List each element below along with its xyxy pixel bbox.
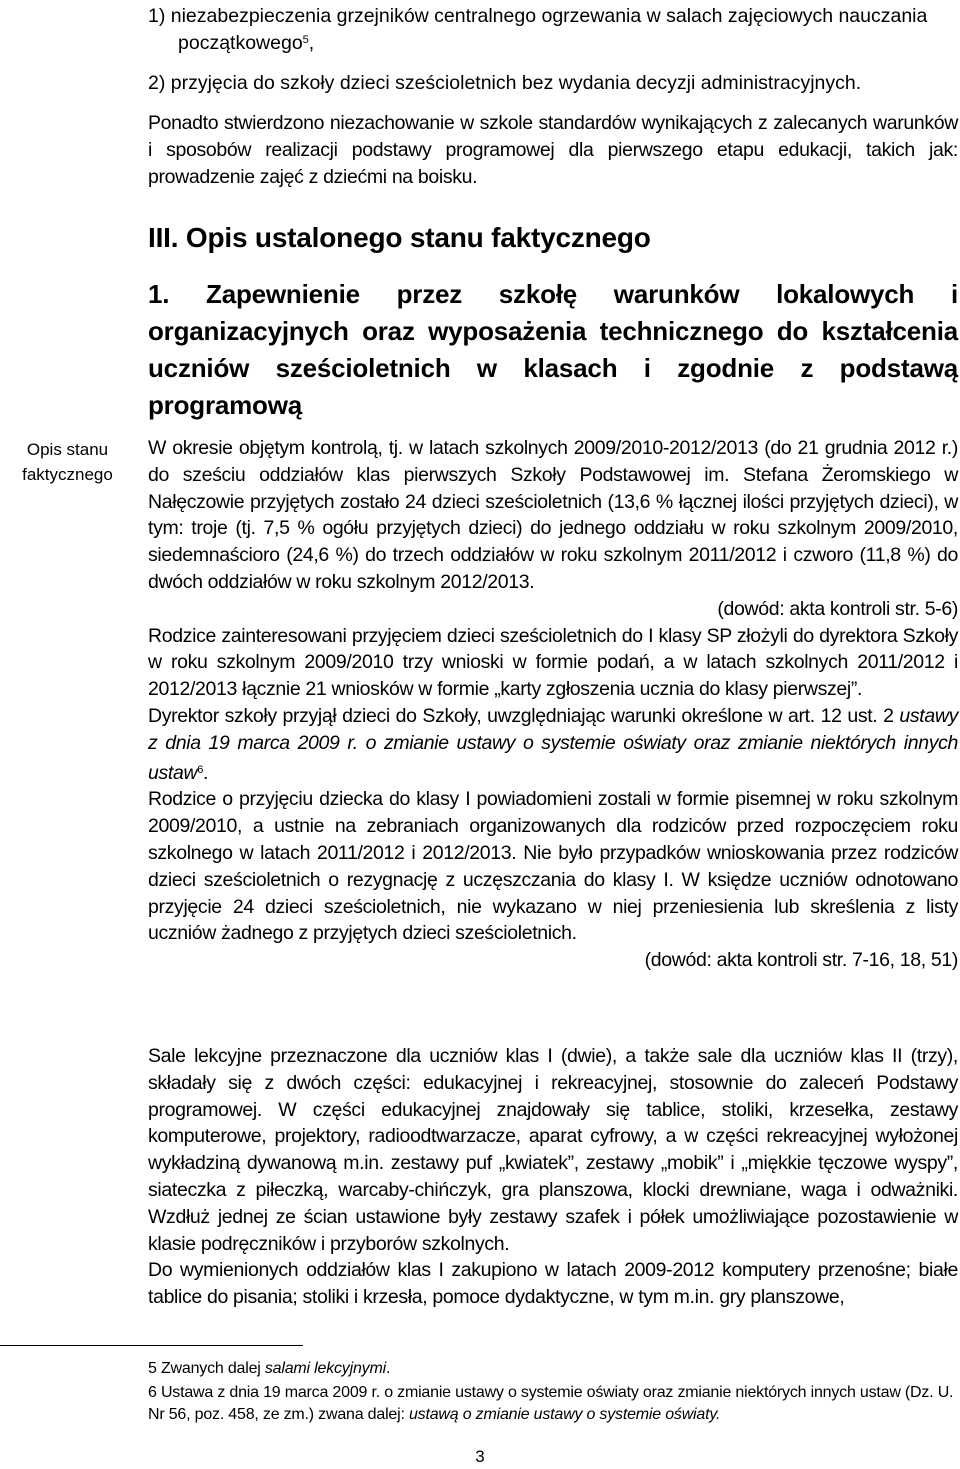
section-title: III. Opis ustalonego stanu faktycznego [148, 222, 651, 253]
footnote-5: 5 Zwanych dalej salami lekcyjnymi. [148, 1360, 391, 1377]
paragraph-director: Dyrektor szkoły przyjął dzieci do Szkoły, uwzględniając warunki określone w art. 12 ust. 2 ustawy z dnia 19 marca 2009 r. o zmianie ustawy o systemie oświaty oraz zmianie niektórych innych ustaw$^6$. [148, 704, 958, 784]
footnote-6: 6 Ustawa z dnia 19 marca 2009 r. o zmianie ustawy o systemie oświaty oraz zmianie niektórych innych ustaw (Dz. U. Nr 56, poz. 458, ze zm.) zwana dalej: ustawą o zmianie ustawy o systemie oświaty. [148, 1384, 954, 1423]
paragraph-notification: Rodzice o przyjęciu dziecka do klasy I powiadomieni zostali w formie pisemnej w roku szkolnym 2009/2010, a ustnie na zebraniach organizowanych dla rodziców przed rozpoczęciem roku szkolnego w latach 2011/2012 i 2012/2013. Nie było przypadków wnioskowania przez rodziców dzieci sześcioletnich o rezygnację z uczęszczania do klasy I. W księdze uczniów odnotowano przyjęcie 24 dzieci sześcioletnich, nie wykazano w niej przeniesienia lub skreślenia z listy uczniów żadnego z przyjętych dzieci sześcioletnich. [148, 788, 958, 945]
paragraph-purchases: Do wymienionych oddziałów klas I zakupiono w latach 2009-2012 komputery przenośne; białe tablice do pisania; stoliki i krzesła, pomoce dydaktyczne, w tym m.in. gry planszowe, [148, 1259, 958, 1309]
section-subtitle: 1. Zapewnienie przez szkołę warunków lokalowych i organizacyjnych oraz wyposażenia technicznego do kształcenia uczniów sześcioletnich w klasach i zgodnie z podstawą programową [148, 279, 958, 420]
evidence-note-2: (dowód: akta kontroli str. 7-16, 18, 51) [644, 949, 958, 972]
footnote-ref-5: 5 [302, 34, 309, 46]
footnote-ref-6: 6 [197, 763, 203, 776]
footnote-separator [0, 1345, 303, 1346]
list-item-1-line2: początkowego$^5$, [178, 32, 315, 54]
body-block-2 [148, 1043, 958, 1311]
list-item-2: 2) przyjęcia do szkoły dzieci sześcioletnich bez wydania decyzji administracyjnych. [148, 72, 862, 94]
page-number: 3 [475, 1447, 485, 1466]
paragraph-classrooms: Sale lekcyjne przeznaczone dla uczniów klas I (dwie), a także sale dla uczniów klas II (trzy), składały się z dwóch części: edukacyjnej i rekreacyjnej, stosownie do zaleceń Podstawy programowej. W części edukacyjnej znajdowały się tablice, stoliki, krzesełka, zestawy komputerowe, projektory, radioodtwarzacze, aparat cyfrowy, a w części rekreacyjnej wyłożonej wykładziną dywanową m.in. zestawy puf „kwiatek”, zestawy „mobik” i „miękkie tęczowe wyspy”, siateczka z piłeczką, warcaby-chińczyk, gra planszowa, klocki drewniane, waga i odważniki. Wzdłuż jednej ze ścian ustawione były zestawy szafek i półek umożliwiające pozostawienie w klasie podręczników i przyborów szkolnych. [148, 1045, 958, 1255]
sidebar-label: Opis stanu faktycznego [22, 440, 113, 484]
paragraph-admissions: W okresie objętym kontrolą, tj. w latach szkolnych 2009/2010-2012/2013 (do 21 grudnia 2012 r.) do sześciu oddziałów klas pierwszych Szkoły Podstawowej im. Stefana Żeromskiego w Nałęczowie przyjętych zostało 24 dzieci sześcioletnich (13,6 % łącznej ilości przyjętych dzieci), w tym: troje (tj. 7,5 % ogółu przyjętych dzieci) do jednego oddziału w roku szkolnym 2009/2010, siedemnaścioro (24,6 %) do trzech oddziałów w roku szkolnym 2011/2012 i czworo (11,8 %) do dwóch oddziałów w roku szkolnym 2012/2013. [148, 437, 958, 593]
paragraph-applications: Rodzice zainteresowani przyjęciem dzieci sześcioletnich do I klasy SP złożyli do dyrektora Szkoły w roku szkolnym 2009/2010 trzy wnioski w formie podań, a w latach szkolnych 2011/2012 i 2012/2013 łącznie 21 wniosków w formie „karty zgłoszenia ucznia do klasy pierwszej”. [148, 624, 958, 701]
list-item-1-line1: 1) niezabezpieczenia grzejników centralnego ogrzewania w salach zajęciowych nauczania [148, 5, 928, 27]
intro-paragraph: Ponadto stwierdzono niezachowanie w szkole standardów wynikających z zalecanych warunków i sposobów realizacji podstawy programowej dla pierwszego etapu edukacji, takich jak: prowadzenie zajęć z dziećmi na boisku. [148, 112, 958, 188]
evidence-note-1: (dowód: akta kontroli str. 5-6) [717, 597, 958, 620]
intro-paragraph-block [148, 110, 958, 190]
body-block-1 [148, 435, 958, 974]
